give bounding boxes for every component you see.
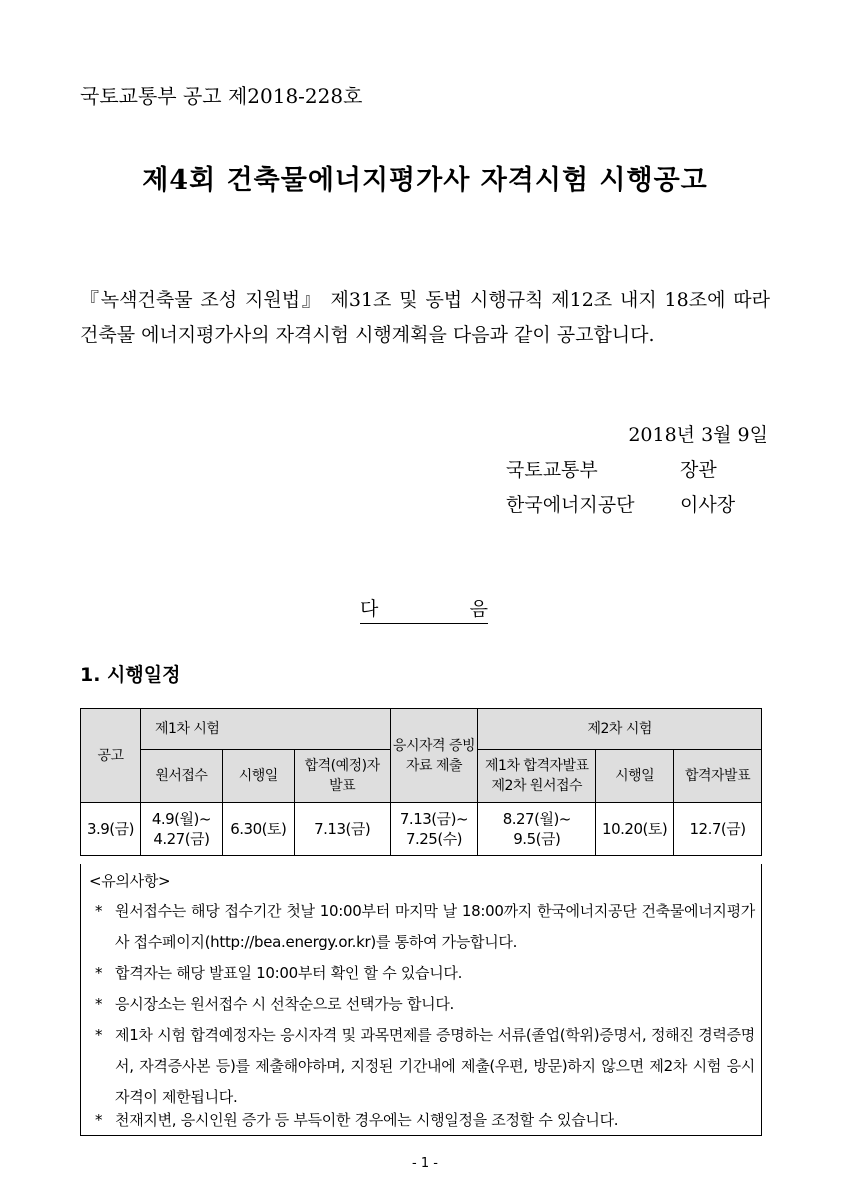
bullet-icon: * xyxy=(95,1111,103,1129)
cell-pass-announce: 7.13(금) xyxy=(294,803,390,856)
cell-docs: 7.13(금)~ 7.25(수) xyxy=(390,803,478,856)
note-text: 천재지변, 응시인원 증가 등 부득이한 경우에는 시행일정을 조정할 수 있습니다. xyxy=(115,1111,619,1129)
table-row xyxy=(81,803,762,856)
signatory-role: 장관 xyxy=(680,459,717,481)
note-item xyxy=(95,1020,755,1113)
header-exam-date-2: 시행일 xyxy=(596,750,674,803)
heading-char: 음 xyxy=(469,598,488,620)
notes-title: <유의사항> xyxy=(89,872,171,890)
signatory-org: 국토교통부 xyxy=(506,459,598,481)
header-pass-announce: 합격(예정)자 발표 xyxy=(294,750,390,803)
cell-announce: 3.9(금) xyxy=(81,803,141,856)
signatory-org: 한국에너지공단 xyxy=(506,494,635,516)
schedule-table xyxy=(80,708,762,856)
signatory-ministry xyxy=(506,455,768,482)
cell-pass-announce-2: 12.7(금) xyxy=(674,803,762,856)
note-item xyxy=(95,989,755,1020)
header-exam-date: 시행일 xyxy=(222,750,294,803)
header-docs: 응시자격 증빙자료 제출 xyxy=(390,709,478,803)
page-number: - 1 - xyxy=(412,1156,438,1171)
note-text: 합격자는 해당 발표일 10:00부터 확인 할 수 있습니다. xyxy=(115,964,463,982)
bullet-icon: * xyxy=(95,995,103,1013)
announcement-date: 2018년 3월 9일 xyxy=(628,424,768,446)
heading-below xyxy=(360,594,488,624)
bullet-icon: * xyxy=(95,964,103,982)
signatory-agency xyxy=(506,490,768,517)
note-text: 응시장소는 원서접수 시 선착순으로 선택가능 합니다. xyxy=(115,995,454,1013)
header-first-exam: 제1차 시험 xyxy=(140,709,390,750)
note-text: 제1차 시험 합격예정자는 응시자격 및 과목면제를 증명하는 서류(졸업(학위)증명서, 정해진 경력증명서, 자격증사본 등)를 제출해야하며, 지정된 기간내에 제출(우편, 방문)하지 않으면 제2차 시험 응시자격이 제한됩니다. xyxy=(115,1026,755,1106)
note-item xyxy=(95,1105,755,1136)
note-item xyxy=(95,896,755,958)
bullet-icon: * xyxy=(95,902,103,920)
document-title: 제4회 건축물에너지평가사 자격시험 시행공고 xyxy=(142,165,708,196)
header-pass-announce-2: 합격자발표 xyxy=(674,750,762,803)
header-second-exam: 제2차 시험 xyxy=(478,709,762,750)
notes-box xyxy=(80,864,762,1136)
section-title: 1. 시행일정 xyxy=(80,664,181,686)
note-text: 원서접수는 해당 접수기간 첫날 10:00부터 마지막 날 18:00까지 한국에너지공단 건축물에너지평가사 접수페이지(http://bea.energy.or.kr)를 통하여 가능합니다. xyxy=(115,902,755,951)
header-first-pass-second-apply: 제1차 합격자발표 제2차 원서접수 xyxy=(478,750,596,803)
header-announce: 공고 xyxy=(81,709,141,803)
cell-exam-date-2: 10.20(토) xyxy=(596,803,674,856)
heading-char: 다 xyxy=(360,598,379,620)
cell-exam-date: 6.30(토) xyxy=(222,803,294,856)
signatory-role: 이사장 xyxy=(680,494,736,516)
cell-apply: 4.9(월)~ 4.27(금) xyxy=(140,803,222,856)
cell-first-pass-second-apply: 8.27(월)~ 9.5(금) xyxy=(478,803,596,856)
header-apply: 원서접수 xyxy=(140,750,222,803)
note-item xyxy=(95,958,755,989)
bullet-icon: * xyxy=(95,1026,103,1044)
intro-paragraph: 『녹색건축물 조성 지원법』 제31조 및 동법 시행규칙 제12조 내지 18조에 따라 건축물 에너지평가사의 자격시험 시행계획을 다음과 같이 공고합니다. xyxy=(80,289,770,346)
notice-number: 국토교통부 공고 제2018-228호 xyxy=(80,84,363,108)
